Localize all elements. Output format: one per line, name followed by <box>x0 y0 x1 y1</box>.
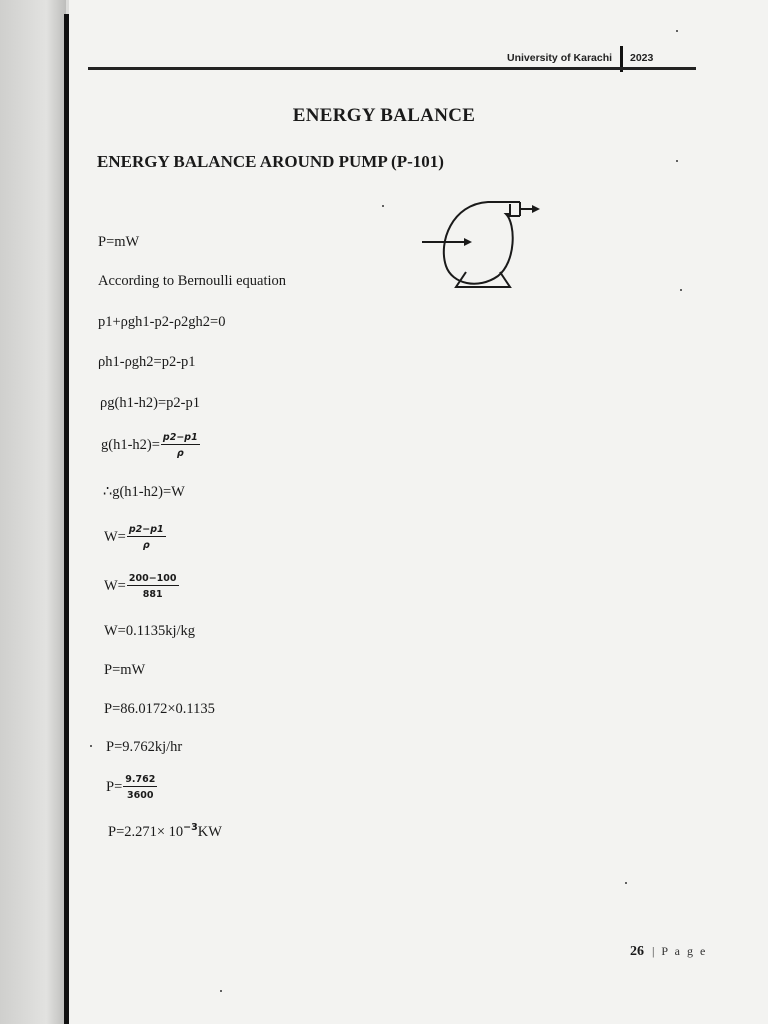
equation-line: P=mW <box>98 234 140 250</box>
fraction <box>123 774 157 801</box>
page-label: | P a g e <box>652 944 708 958</box>
fraction <box>161 432 200 459</box>
fraction-numerator: 9.762 <box>125 774 156 785</box>
fraction-denominator: ρ <box>142 540 150 551</box>
equation-line: P=86.0172×0.1135 <box>104 701 215 717</box>
scan-speck <box>680 289 682 291</box>
equation-line: W=0.1135kj/kg <box>104 623 196 639</box>
equation-fraction <box>104 524 166 551</box>
equation-line: According to Bernoulli equation <box>98 273 287 289</box>
equation-line: P=mW <box>104 662 146 678</box>
header-institution: University of Karachi <box>507 52 613 64</box>
section-subtitle: ENERGY BALANCE AROUND PUMP (P-101) <box>97 152 444 171</box>
equation-fraction <box>101 432 200 459</box>
scanner-shadow <box>0 0 66 1024</box>
equation-lhs: W= <box>104 577 126 594</box>
fraction <box>127 573 179 600</box>
fraction-denominator: 881 <box>142 589 163 600</box>
scan-speck <box>676 30 678 32</box>
equation-lhs: W= <box>104 528 126 545</box>
page-binding-edge <box>64 14 69 1024</box>
scan-speck <box>220 990 222 992</box>
fraction-numerator: 200−100 <box>128 573 177 584</box>
equation-unit: KW <box>197 824 222 840</box>
equation-line: ρg(h1-h2)=p2-p1 <box>100 395 200 411</box>
page-title: ENERGY BALANCE <box>292 105 476 126</box>
equation-fraction <box>104 573 179 600</box>
equation-line <box>108 822 222 841</box>
fraction <box>127 524 166 551</box>
equation-fraction <box>106 774 157 801</box>
header-year: 2023 <box>630 52 654 64</box>
page-number: 26 <box>630 944 644 959</box>
scan-speck <box>90 745 92 747</box>
header-rule <box>88 67 696 70</box>
equation-line: ρh1-ρgh2=p2-p1 <box>98 354 196 370</box>
equation-line: P=9.762kj/hr <box>106 739 183 755</box>
fraction-numerator: p2−p1 <box>162 432 198 443</box>
scan-speck <box>676 160 678 162</box>
equation-exponent: −3 <box>183 822 198 833</box>
equation-lhs: P= <box>106 778 123 795</box>
equation-lhs: g(h1-h2)= <box>101 436 160 453</box>
centrifugal-pump-icon <box>418 192 548 292</box>
equation-line: p1+ρgh1-p2-ρ2gh2=0 <box>98 314 226 330</box>
fraction-denominator: ρ <box>176 448 184 459</box>
equation-base: P=2.271× 10 <box>108 824 184 840</box>
fraction-denominator: 3600 <box>127 790 154 801</box>
scan-speck <box>382 205 384 207</box>
equation-line: ∴g(h1-h2)=W <box>103 484 185 500</box>
scan-speck <box>625 882 627 884</box>
fraction-numerator: p2−p1 <box>128 524 164 535</box>
